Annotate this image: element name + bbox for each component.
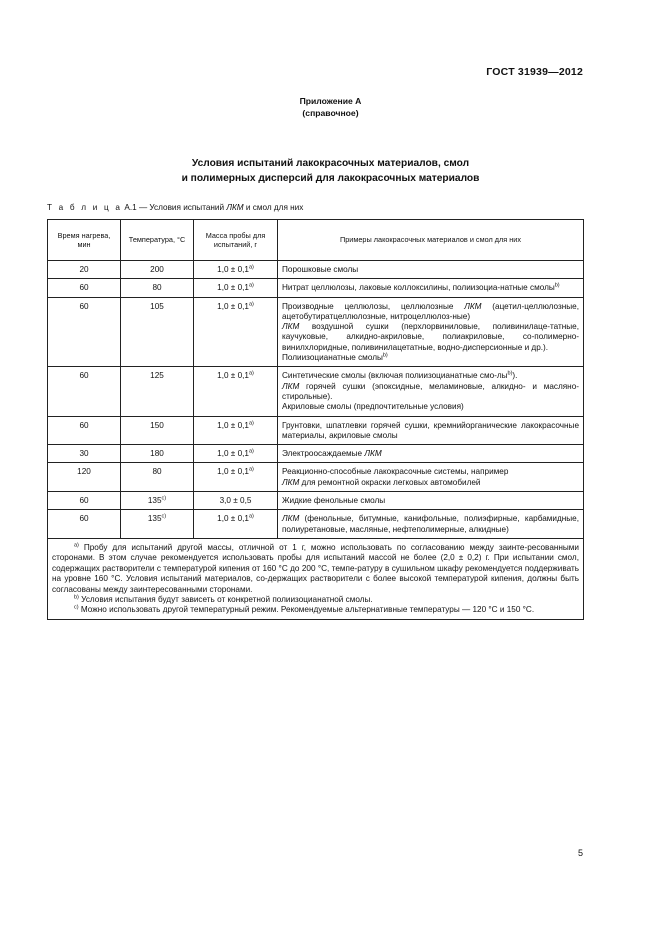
cell-example: Грунтовки, шпатлевки горячей сушки, кремнийорганические лакокрасочные материалы, акриловые смолы: [278, 416, 584, 445]
cell-time: 60: [48, 492, 121, 510]
caption-number: А.1 — Условия испытаний: [124, 203, 225, 212]
cell-time: 60: [48, 367, 121, 416]
cell-mass: $1,0 \pm 0,1^{а)}$: [194, 416, 278, 445]
cell-time: 60: [48, 416, 121, 445]
cell-mass: $1,0 \pm 0,1^{а)}$: [194, 445, 278, 463]
conditions-table: [47, 219, 584, 620]
standard-number: ГОСТ 31939—2012: [486, 66, 583, 78]
caption-prefix: Т а б л и ц а: [47, 203, 123, 212]
header-examples: Примеры лакокрасочных материалов и смол для них: [278, 220, 584, 261]
header-time: Время нагрева, мин: [48, 220, 121, 261]
cell-temperature: 105: [121, 297, 194, 367]
cell-temperature: 125: [121, 367, 194, 416]
header-mass: Масса пробы для испытаний, г: [194, 220, 278, 261]
table-notes: [48, 538, 584, 619]
appendix-name: Приложение А: [299, 96, 362, 106]
cell-time: 30: [48, 445, 121, 463]
cell-mass: $1,0 \pm 0,1^{а)}$: [194, 261, 278, 279]
cell-example: ЛКМ (фенольные, битумные, канифольные, полиэфирные, карбамидные, полиуретановые, масляные, нефтеполимерные, алкидные): [278, 510, 584, 539]
note-a: $^{а)}$ Пробу для испытаний другой массы, отличной от 1 г, можно использовать по согласованию между заинте-ресованными сторонами. В этом случае рекомендуется использовать пробы для испытаний массой не более (2,0 ± 0,2) г. При испытании смол, содержащих растворители с температурой кипения от 160 °С до 200 °С, темпе-ратуру в сушильном шкафу рекомендуется поддерживать на уровне 160 °С. Условия испытаний материалов, со-держащих растворители с более высокой температурой кипения, должны быть согласованы между заинтересованными сторонами.: [52, 542, 579, 594]
cell-example: Производные целлюлозы, целлюлозные ЛКМ (ацетил-целлюлозные, ацетобутиратцеллюлозные, нитроцеллюлоз-ные) ЛКМ воздушной сушки (перхлорвиниловые, поливинилаце-татные, каучуковые, алкидно-акриловые, полиакриловые, со-полимерно-винилхлоридные, поливинилацетатные, водно-дисперсионные и др.). Полиизоцианатные смолы$^{b)}$: [278, 297, 584, 367]
page-number: 5: [577, 848, 583, 858]
cell-mass: $1,0 \pm 0,1^{а)}$: [194, 297, 278, 367]
cell-temperature: 80: [121, 279, 194, 297]
table-row: [48, 261, 584, 279]
cell-mass: $1,0 \pm 0,1^{а)}$: [194, 510, 278, 539]
cell-time: 20: [48, 261, 121, 279]
cell-time: 60: [48, 279, 121, 297]
table-row: [48, 445, 584, 463]
note-b: $^{b)}$ Условия испытания будут зависеть от конкретной полиизоцианатной смолы.: [74, 594, 373, 604]
table-caption: [47, 203, 303, 212]
table-notes-row: [48, 538, 584, 619]
cell-mass: $1,0 \pm 0,1^{а)}$: [194, 367, 278, 416]
table-row: [48, 279, 584, 297]
cell-example: Порошковые смолы: [278, 261, 584, 279]
cell-temperature: 80: [121, 463, 194, 492]
table-row: [48, 463, 584, 492]
cell-time: 60: [48, 297, 121, 367]
cell-time: 120: [48, 463, 121, 492]
cell-temperature: 135$^{c)}$: [121, 492, 194, 510]
cell-mass: $1,0 \pm 0,1^{а)}$: [194, 463, 278, 492]
cell-example: Синтетические смолы (включая полиизоцианатные смо-$лы^{b)}$). ЛКМ горячей сушки (эпоксидные, меламиновые, алкидно- и масляно-стирольные). Акриловые смолы (предпочтительные условия): [278, 367, 584, 416]
table-row: [48, 510, 584, 539]
cell-example: Нитрат целлюлозы, лаковые коллоксилины, полиизоциа-натные смолы$^{b)}$: [278, 279, 584, 297]
cell-temperature: 200: [121, 261, 194, 279]
cell-temperature: 135$^{c)}$: [121, 510, 194, 539]
cell-example: Реакционно-способные лакокрасочные системы, например ЛКМ для ремонтной окраски легковых автомобилей: [278, 463, 584, 492]
cell-mass: 3,0 ± 0,5: [194, 492, 278, 510]
cell-temperature: 180: [121, 445, 194, 463]
title-line-1: Условия испытаний лакокрасочных материалов, смол: [191, 158, 470, 169]
table-row: [48, 297, 584, 367]
note-c: $^{c)}$ Можно использовать другой температурный режим. Рекомендуемые альтернативные температуры — 120 °С и 150 °С.: [74, 604, 535, 615]
caption-rest: и смол для них: [245, 203, 304, 212]
cell-example: Электроосаждаемые ЛКМ: [278, 445, 584, 463]
cell-temperature: 150: [121, 416, 194, 445]
caption-italic: ЛКМ: [226, 203, 244, 212]
cell-mass: $1,0 \pm 0,1^{а)}$: [194, 279, 278, 297]
cell-example: Жидкие фенольные смолы: [278, 492, 584, 510]
table-row: [48, 367, 584, 416]
table-row: [48, 492, 584, 510]
title-line-2: и полимерных дисперсий для лакокрасочных материалов: [181, 173, 480, 184]
header-temperature: Температура, °С: [121, 220, 194, 261]
appendix-type: (справочное): [302, 108, 359, 118]
table-header-row: [48, 220, 584, 261]
cell-time: 60: [48, 510, 121, 539]
table-row: [48, 416, 584, 445]
